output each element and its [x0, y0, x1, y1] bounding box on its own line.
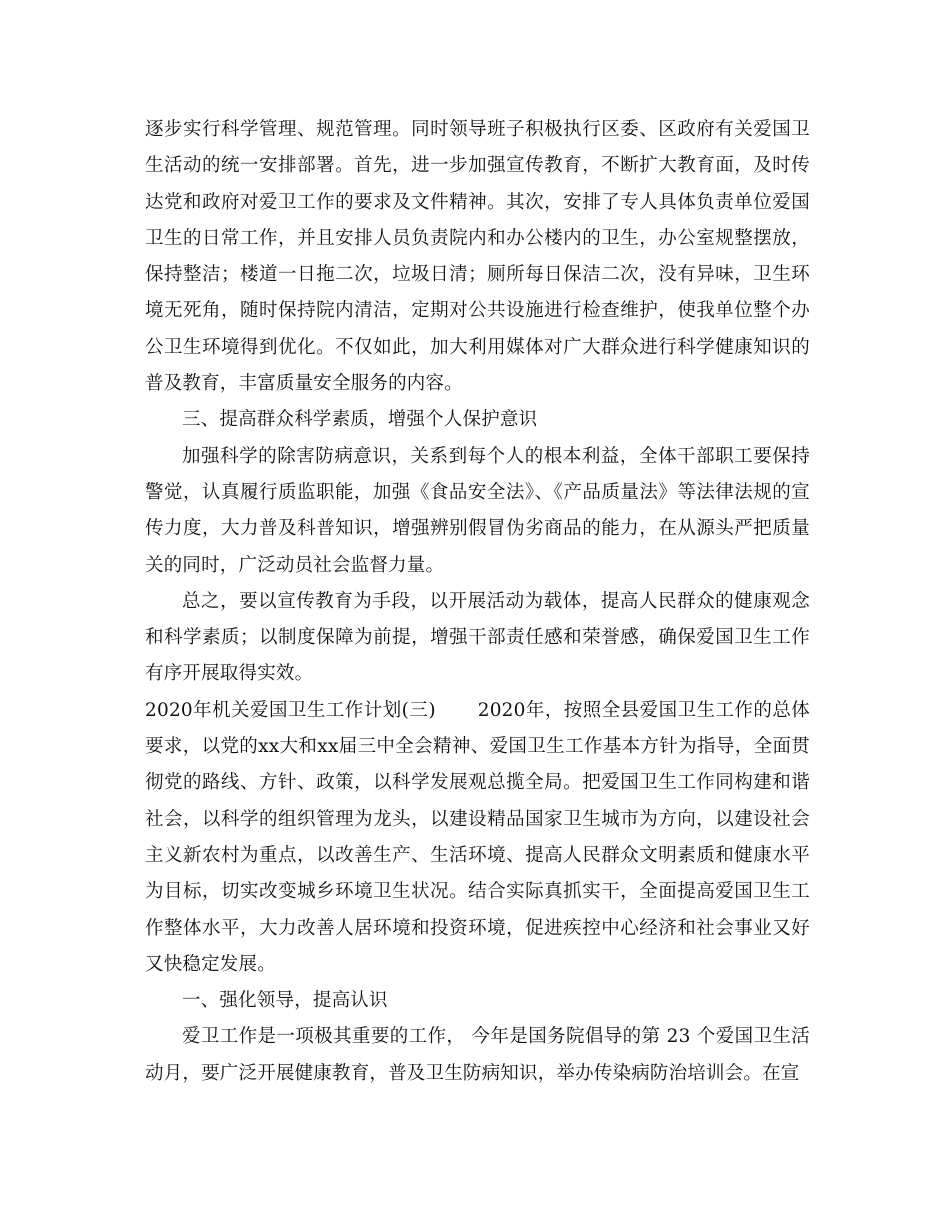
- paragraph-importance: 爱卫工作是一项极其重要的工作， 今年是国务院倡导的第 23 个爱国卫生活动月，要广泛开展健康教育，普及卫生防病知识，举办传染病防治培训会。在宣: [145, 1026, 810, 1084]
- paragraph-continued: 逐步实行科学管理、规范管理。同时领导班子积极执行区委、区政府有关爱国卫生活动的统一安排部署。首先，进一步加强宣传教育，不断扩大教育面，及时传达党和政府对爱卫工作的要求及文件精神。其次，安排了专人具体负责单位爱国卫生的日常工作，并且安排人员负责院内和办公楼内的卫生，办公室规整摆放，保持整洁；楼道一日拖二次，垃圾日清；厕所每日保洁二次，没有异味，卫生环境无死角，随时保持院内清洁，定期对公共设施进行检查维护，使我单位整个办公卫生环境得到优化。不仅如此，加大利用媒体对广大群众进行科学健康知识的普及教育，丰富质量安全服务的内容。: [145, 119, 810, 395]
- paragraph-summary: 总之，要以宣传教育为手段，以开展活动为载体，提高人民群众的健康观念和科学素质；以制度保障为前提，增强干部责任感和荣誉感，确保爱国卫生工作有序开展取得实效。: [145, 590, 810, 685]
- paragraph-awareness: 加强科学的除害防病意识，关系到每个人的根本利益，全体干部职工要保持警觉，认真履行质监职能，加强《食品安全法》、《产品质量法》等法律法规的宣传力度，大力普及科普知识，增强辨别假冒伪劣商品的能力，在从源头严把质量关的同时，广泛动员社会监督力量。: [145, 445, 810, 576]
- section-heading-three: 三、提高群众科学素质，增强个人保护意识: [182, 409, 538, 431]
- document-page: [145, 112, 810, 1092]
- plan-three-block: [145, 693, 810, 983]
- plan-title: 2020年机关爱国卫生工作计划(三): [145, 699, 436, 721]
- section-heading-one: 一、强化领导，提高认识: [182, 990, 388, 1012]
- plan-intro-text: 2020年，按照全县爱国卫生工作的总体要求，以党的xx大和xx届三中全会精神、爱国卫生工作基本方针为指导，全面贯彻党的路线、方针、政策，以科学发展观总揽全局。把爱国卫生工作同构建和谐社会，以科学的组织管理为龙头，以建设精品国家卫生城市为方向，以建设社会主义新农村为重点，以改善生产、生活环境、提高人民群众文明素质和健康水平为目标，切实改变城乡环境卫生状况。结合实际真抓实干，全面提高爱国卫生工作整体水平，大力改善人居环境和投资环境，促进疾控中心经济和社会事业又好又快稳定发展。: [145, 699, 810, 975]
